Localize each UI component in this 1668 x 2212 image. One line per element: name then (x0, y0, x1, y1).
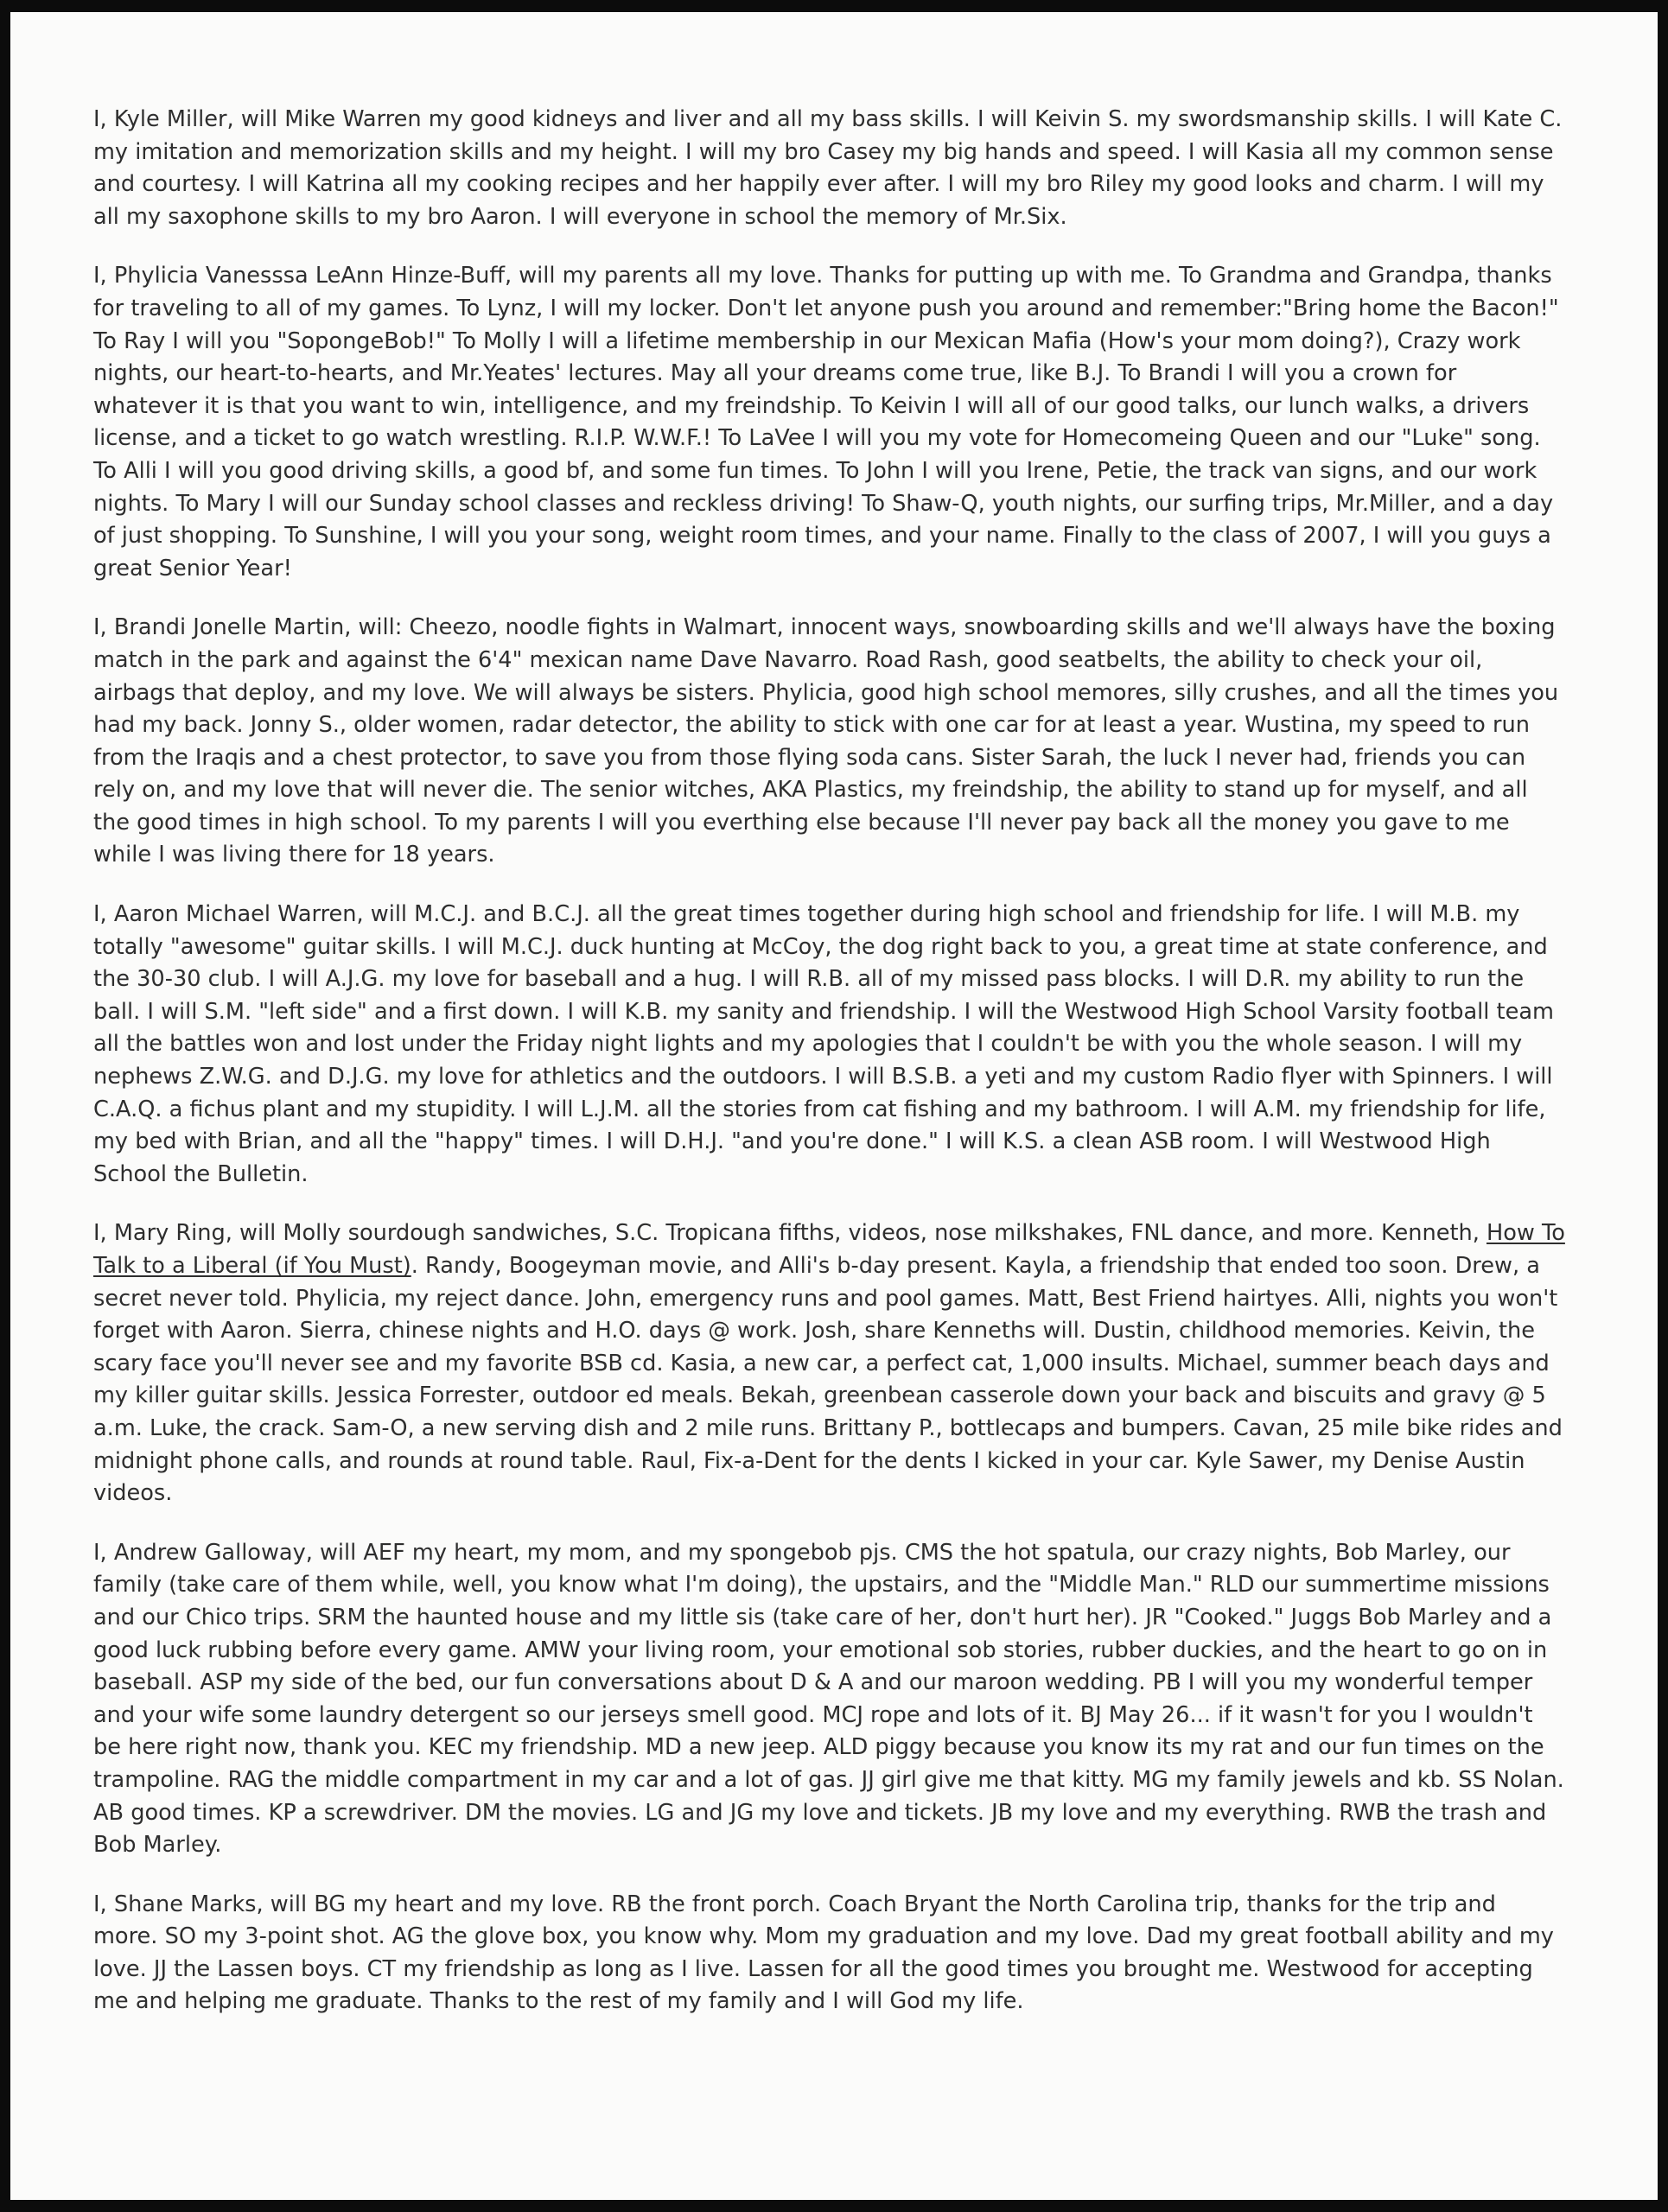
will-entry-aaron-warren (93, 899, 1567, 1191)
will-paragraph: I, Aaron Michael Warren, will M.C.J. and B.C.J. all the great times together during high school and friendship for life. I will M.B. my totally "awesome" guitar skills. I will M.C.J. duck hunting at McCoy, the dog right back to you, a great time at state conference, and the 30-30 club. I will A.J.G. my love for baseball and a hug. I will R.B. all of my missed pass blocks. I will D.R. my ability to run the ball. I will S.M. "left side" and a first down. I will K.B. my sanity and friendship. I will the Westwood High School Varsity football team all the battles won and lost under the Friday night lights and my apologies that I couldn't be with you the whole season. I will my nephews Z.W.G. and D.J.G. my love for athletics and the outdoors. I will B.S.B. a yeti and my custom Radio flyer with Spinners. I will C.A.Q. a fichus plant and my stupidity. I will L.J.M. all the stories from cat fishing and my bathroom. I will A.M. my friendship for life, my bed with Brian, and all the "happy" times. I will D.H.J. "and you're done." I will K.S. a clean ASB room. I will Westwood High School the Bulletin. (93, 901, 1554, 1187)
will-text-before-title: I, Mary Ring, will Molly sourdough sandwiches, S.C. Tropicana fifths, videos, nose milkshakes, FNL dance, and more. Kenneth, (93, 1220, 1487, 1247)
will-paragraph: I, Kyle Miller, will Mike Warren my good kidneys and liver and all my bass skills. I will Keivin S. my swordsmanship skills. I will Kate C. my imitation and memorization skills and my height. I will my bro Casey my big hands and speed. I will Kasia all my common sense and courtesy. I will Katrina all my cooking recipes and her happily ever after. I will my bro Riley my good looks and charm. I will my all my saxophone skills to my bro Aaron. I will everyone in school the memory of Mr.Six. (93, 106, 1563, 230)
will-paragraph: I, Andrew Galloway, will AEF my heart, my mom, and my spongebob pjs. CMS the hot spatula, our crazy nights, Bob Marley, our family (take care of them while, well, you know what I'm doing), the upstairs, and the "Middle Man." RLD our summertime missions and our Chico trips. SRM the haunted house and my little sis (take care of her, don't hurt her). JR "Cooked." Juggs Bob Marley and a good luck rubbing before every game. AMW your living room, your emotional sob stories, rubber duckies, and the heart to go on in baseball. ASP my side of the bed, our fun conversations about D & A and our maroon wedding. PB I will you my wonderful temper and your wife some laundry detergent so our jerseys smell good. MCJ rope and lots of it. BJ May 26... if it wasn't for you I wouldn't be here right now, thank you. KEC my friendship. MD a new jeep. ALD piggy because you know its my rat and our fun times on the trampoline. RAG the middle compartment in my car and a lot of gas. JJ girl give me that kitty. MG my family jewels and kb. SS Nolan. AB good times. KP a screwdriver. DM the movies. LG and JG my love and tickets. JB my love and my everything. RWB the trash and Bob Marley. (93, 1539, 1564, 1859)
will-paragraph: I, Brandi Jonelle Martin, will: Cheezo, noodle fights in Walmart, innocent ways, snowboarding skills and we'll always have the boxing match in the park and against the 6'4" mexican name Dave Navarro. Road Rash, good seatbelts, the ability to check your oil, airbags that deploy, and my love. We will always be sisters. Phylicia, good high school memores, silly crushes, and all the times you had my back. Jonny S., older women, radar detector, the ability to stick with one car for at least a year. Wustina, my speed to run from the Iraqis and a chest protector, to save you from those flying soda cans. Sister Sarah, the luck I never had, friends you can rely on, and my love that will never die. The senior witches, AKA Plastics, my freindship, the ability to stand up for myself, and all the good times in high school. To my parents I will you everthing else because I'll never pay back all the money you gave to me while I was living there for 18 years. (93, 614, 1559, 868)
will-paragraph (93, 1217, 1567, 1510)
will-entry-mary-ring (93, 1217, 1567, 1510)
will-paragraph: I, Shane Marks, will BG my heart and my love. RB the front porch. Coach Bryant the North Carolina trip, thanks for the trip and more. SO my 3-point shot. AG the glove box, you know why. Mom my graduation and my love. Dad my great football ability and my love. JJ the Lassen boys. CT my friendship as long as I live. Lassen for all the good times you brought me. Westwood for accepting me and helping me graduate. Thanks to the rest of my family and I will God my life. (93, 1891, 1554, 2015)
will-entry-brandi-martin (93, 612, 1567, 872)
will-entry-kyle-miller (93, 104, 1567, 233)
senior-wills-text (93, 104, 1567, 2045)
book-title: How To Talk to a Liberal (if You Must) (93, 1220, 1565, 1279)
will-entry-shane-marks (93, 1889, 1567, 2018)
will-paragraph: I, Phylicia Vanesssa LeAnn Hinze-Buff, will my parents all my love. Thanks for putting up with me. To Grandma and Grandpa, thanks for traveling to all of my games. To Lynz, I will my locker. Don't let anyone push you around and remember:"Bring home the Bacon!" To Ray I will you "SopongeBob!" To Molly I will a lifetime membership in our Mexican Mafia (How's your mom doing?), Crazy work nights, our heart-to-hearts, and Mr.Yeates' lectures. May all your dreams come true, like B.J. To Brandi I will you a crown for whatever it is that you want to win, intelligence, and my freindship. To Keivin I will all of our good talks, our lunch walks, a drivers license, and a ticket to go watch wrestling. R.I.P. W.W.F.! To LaVee I will you my vote for Homecomeing Queen and our "Luke" song. To Alli I will you good driving skills, a good bf, and some fun times. To John I will you Irene, Petie, the track van signs, and our work nights. To Mary I will our Sunday school classes and reckless driving! To Shaw-Q, youth nights, our surfing trips, Mr.Miller, and a day of just shopping. To Sunshine, I will you your song, weight room times, and your name. Finally to the class of 2007, I will you guys a great Senior Year! (93, 263, 1559, 582)
will-entry-phylicia-hinze-buff (93, 260, 1567, 585)
will-text-after-title: . Randy, Boogeyman movie, and Alli's b-day present. Kayla, a friendship that ended too soon. Drew, a secret never told. Phylicia, my reject dance. John, emergency runs and pool games. Matt, Best Friend hairtyes. Alli, nights you won't forget with Aaron. Sierra, chinese nights and H.O. days @ work. Josh, share Kenneths will. Dustin, childhood memories. Keivin, the scary face you'll never see and my favorite BSB cd. Kasia, a new car, a perfect cat, 1,000 insults. Michael, summer beach days and my killer guitar skills. Jessica Forrester, outdoor ed meals. Bekah, greenbean casserole down your back and biscuits and gravy @ 5 a.m. Luke, the crack. Sam-O, a new serving dish and 2 mile runs. Brittany P., bottlecaps and bumpers. Cavan, 25 mile bike rides and midnight phone calls, and rounds at round table. Raul, Fix-a-Dent for the dents I kicked in your car. Kyle Sawer, my Denise Austin videos. (93, 1253, 1563, 1507)
will-entry-andrew-galloway (93, 1537, 1567, 1862)
